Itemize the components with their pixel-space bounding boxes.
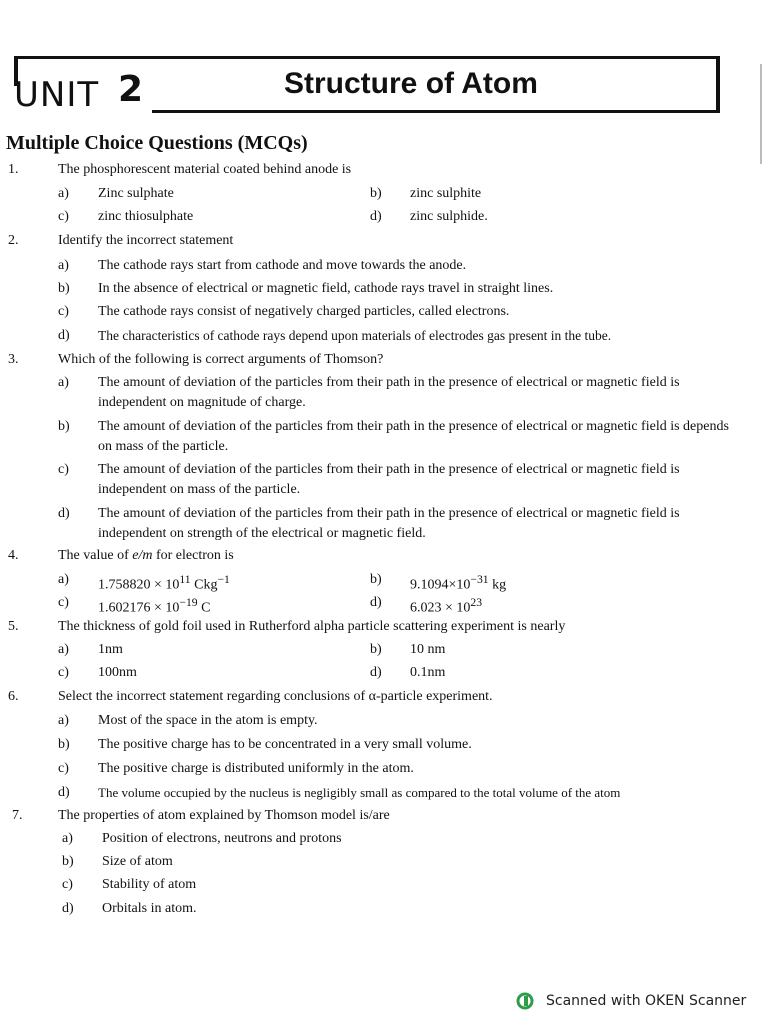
- option-label: d): [58, 785, 70, 800]
- option-text: 0.1nm: [410, 665, 446, 680]
- option-text: Most of the space in the atom is empty.: [98, 713, 318, 728]
- option-text: zinc sulphide.: [410, 209, 488, 224]
- oken-scanner-logo-icon: [516, 992, 536, 1010]
- option-text: 100nm: [98, 665, 137, 680]
- option-text: The characteristics of cathode rays depend upon materials of electrodes gas present in the tube.: [98, 328, 612, 343]
- option-text: Orbitals in atom.: [102, 901, 197, 916]
- option-text: Stability of atom: [102, 877, 197, 892]
- option-text: The cathode rays start from cathode and move towards the anode.: [98, 258, 467, 273]
- question-text: Which of the following is correct arguments of Thomson?: [58, 352, 384, 367]
- option-text: zinc sulphite: [410, 186, 482, 201]
- option-label: d): [62, 901, 74, 916]
- option-label: d): [58, 328, 70, 343]
- option-label: b): [62, 854, 74, 869]
- question-text: The phosphorescent material coated behind anode is: [58, 162, 352, 177]
- em-symbol: e/m: [132, 548, 153, 563]
- unit-header: [14, 56, 724, 118]
- option-text: 1nm: [98, 642, 123, 657]
- question-text: The value of e/m for electron is: [58, 548, 234, 563]
- option-text: The positive charge has to be concentrated in a very small volume.: [98, 737, 472, 752]
- option-label: b): [370, 186, 382, 201]
- option-label: a): [58, 375, 69, 390]
- option-text: The positive charge is distributed uniformly in the atom.: [98, 761, 414, 776]
- question-text: The properties of atom explained by Thomson model is/are: [58, 808, 390, 823]
- option-label: a): [58, 572, 69, 587]
- option-text: 10 nm: [410, 642, 446, 657]
- option-text: The amount of deviation of the particles from their path in the presence of electrical or magnetic field is independent on magnitude of charge.: [98, 375, 680, 410]
- option-text: The amount of deviation of the particles from their path in the presence of electrical or magnetic field is depends on mass of the particle.: [98, 419, 729, 454]
- header-top-rule: [14, 56, 720, 59]
- option-label: c): [58, 761, 69, 776]
- option-label: c): [58, 665, 69, 680]
- option-label: c): [58, 462, 69, 477]
- page-edge-mark: [760, 64, 762, 164]
- option-label: c): [62, 877, 73, 892]
- option-label: a): [62, 831, 73, 846]
- option-text: The volume occupied by the nucleus is negligibly small as compared to the total volume of the atom: [98, 785, 621, 800]
- option-label: a): [58, 713, 69, 728]
- option-label: d): [370, 209, 382, 224]
- option-text: In the absence of electrical or magnetic field, cathode rays travel in straight lines.: [98, 281, 554, 296]
- question-text: Identify the incorrect statement: [58, 233, 234, 248]
- chapter-title: Structure of Atom: [284, 67, 538, 100]
- unit-number: 2: [118, 69, 144, 110]
- option-label: d): [58, 506, 70, 521]
- option-label: b): [370, 572, 382, 587]
- option-text: The cathode rays consist of negatively charged particles, called electrons.: [98, 304, 510, 319]
- option-text: Size of atom: [102, 854, 173, 869]
- question-text: Select the incorrect statement regarding conclusions of α-particle experiment.: [58, 689, 493, 704]
- option-text: The amount of deviation of the particles from their path in the presence of electrical or magnetic field is independent on strength of the electrical or magnetic field.: [98, 506, 680, 541]
- question-text: The thickness of gold foil used in Rutherford alpha particle scattering experiment is nearly: [58, 619, 566, 634]
- option-label: b): [58, 737, 70, 752]
- section-title: Multiple Choice Questions (MCQs): [6, 132, 308, 154]
- question-number: 3.: [8, 352, 19, 367]
- option-text: $1.758820 \times 10^{11}$ Ckg$^{-1}$: [98, 573, 230, 593]
- question-number: 6.: [8, 689, 19, 704]
- option-text: zinc thiosulphate: [98, 209, 194, 224]
- option-text: $6.023 \times 10^{23}$: [410, 596, 483, 616]
- option-label: d): [370, 665, 382, 680]
- question-number: 7.: [12, 808, 23, 823]
- question-number: 5.: [8, 619, 19, 634]
- scanner-text: Scanned with OKEN Scanner: [546, 993, 747, 1009]
- option-text: Zinc sulphate: [98, 186, 174, 201]
- header-right-rule: [716, 56, 720, 112]
- option-label: a): [58, 642, 69, 657]
- question-number: 1.: [8, 162, 19, 177]
- option-label: b): [58, 419, 70, 434]
- option-label: b): [370, 642, 382, 657]
- option-label: a): [58, 186, 69, 201]
- option-label: c): [58, 209, 69, 224]
- option-label: d): [370, 595, 382, 610]
- option-label: a): [58, 258, 69, 273]
- option-label: b): [58, 281, 70, 296]
- option-label: c): [58, 595, 69, 610]
- question-number: 4.: [8, 548, 19, 563]
- unit-label: UNIT: [14, 75, 100, 115]
- option-text: The amount of deviation of the particles from their path in the presence of electrical or magnetic field is independent on mass of the particle.: [98, 462, 680, 497]
- option-text: $9.1094\times 10^{-31}$ kg: [410, 573, 507, 593]
- scanner-watermark: [516, 990, 766, 1012]
- option-text: $1.602176 \times 10^{-19}$ C: [98, 596, 211, 616]
- option-label: c): [58, 304, 69, 319]
- header-bottom-rule: [152, 110, 720, 113]
- question-number: 2.: [8, 233, 19, 248]
- option-text: Position of electrons, neutrons and protons: [102, 831, 342, 846]
